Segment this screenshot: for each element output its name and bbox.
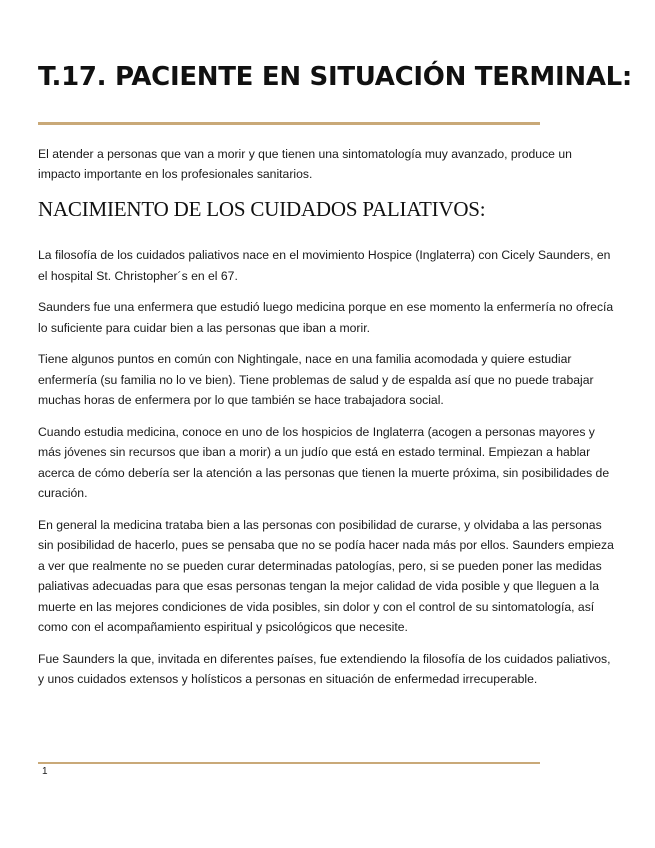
paragraph: Saunders fue una enfermera que estudió luego medicina porque en ese momento la enfermería no ofrecía lo suficiente para cuidar bien a las personas que iban a morir. (38, 300, 614, 335)
title-divider (38, 122, 540, 125)
footer-divider (38, 762, 540, 764)
paragraph: En general la medicina trataba bien a las personas con posibilidad de curarse, y olvidaba a las personas sin posibilidad de hacerlo, pues se pensaba que no se podía hacer nada más por ellos. Saunders empieza a ver que realmente no se pueden curar determinadas patologías, pero, si se pueden poner las medidas paliativas adecuadas para que esas personas tengan la mejor calidad de vida posible y que lleguen a la muerte en las mejores condiciones de vida posibles, sin dolor y con el control de su sintomatología, así como con el acompañamiento espiritual y psicológicos que necesite. (38, 517, 614, 634)
page-title: T.17. PACIENTE EN SITUACIÓN TERMINAL: (38, 62, 633, 92)
paragraph: Cuando estudia medicina, conoce en uno de los hospicios de Inglaterra (acogen a personas mayores y más jóvenes sin recursos que iban a morir) a un judío que está en estado terminal. Empiezan a hablar acerca de cómo debería ser la atención a las personas que tienen la muerte próxima, sin posibilidades de curación. (38, 424, 610, 500)
page-number: 1 (42, 766, 48, 777)
section-heading: NACIMIENTO DE LOS CUIDADOS PALIATIVOS: (38, 197, 486, 221)
paragraph: Tiene algunos puntos en común con Nightingale, nace en una familia acomodada y quiere estudiar enfermería (su familia no lo ve bien). Tiene problemas de salud y de espalda así que no puede trabajar muchas horas de enfermera por lo que también se hace trabajadora social. (38, 352, 594, 407)
document-page (38, 0, 633, 848)
section-body (38, 245, 616, 701)
paragraph: Fue Saunders la que, invitada en diferentes países, fue extendiendo la filosofía de los cuidados paliativos, y unos cuidados extensos y holísticos a personas en situación de enfermedad irrecuperable. (38, 651, 611, 686)
paragraph: La filosofía de los cuidados paliativos nace en el movimiento Hospice (Inglaterra) con Cicely Saunders, en el hospital St. Christopher´s en el 67. (38, 248, 611, 283)
intro-paragraph: El atender a personas que van a morir y que tienen una sintomatología muy avanzado, produce un impacto importante en los profesionales sanitarios. (38, 147, 572, 181)
